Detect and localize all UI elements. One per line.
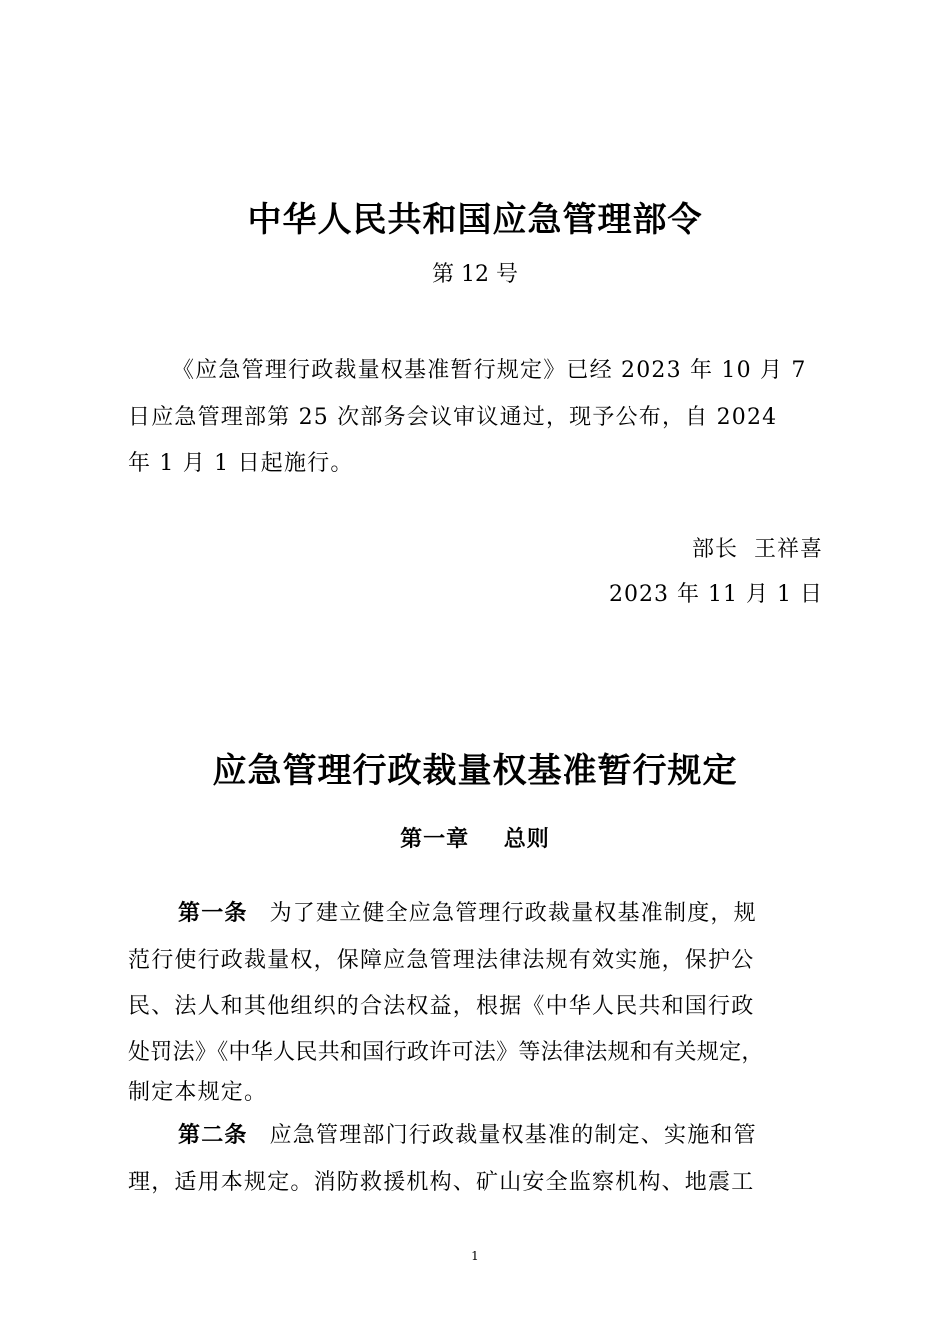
article-2-text: 应急管理部门行政裁量权基准的制定、实施和管 bbox=[269, 1123, 757, 1148]
article-1-line-4: 处罚法》《中华人民共和国行政许可法》等法律法规和有关规定， bbox=[128, 1040, 764, 1065]
regulation-title: 应急管理行政裁量权基准暂行规定 bbox=[212, 751, 738, 791]
order-paragraph-line-3: 年 1 月 1 日起施行。 bbox=[128, 451, 354, 476]
order-paragraph-line-2: 日应急管理部第 25 次部务会议审议通过，现予公布，自 2024 bbox=[128, 405, 778, 430]
article-1-text: 为了建立健全应急管理行政裁量权基准制度，规 bbox=[269, 901, 757, 926]
article-2-line-2: 理，适用本规定。消防救援机构、矿山安全监察机构、地震工 bbox=[128, 1170, 755, 1195]
article-1-first-line bbox=[178, 896, 757, 927]
article-2-first-line bbox=[178, 1118, 757, 1149]
order-date: 2023 年 11 月 1 日 bbox=[609, 582, 823, 607]
article-1-label: 第一条 bbox=[178, 901, 248, 926]
article-1-line-3: 民、法人和其他组织的合法权益，根据《中华人民共和国行政 bbox=[128, 994, 755, 1019]
page-number: 1 bbox=[471, 1249, 479, 1263]
order-number: 第 12 号 bbox=[432, 262, 518, 287]
article-1-line-2: 范行使行政裁量权，保障应急管理法律法规有效实施，保护公 bbox=[128, 948, 755, 973]
order-signature: 部长 王祥喜 bbox=[692, 537, 823, 562]
order-paragraph-line-1: 《应急管理行政裁量权基准暂行规定》已经 2023 年 10 月 7 bbox=[172, 358, 807, 383]
article-1-line-5: 制定本规定。 bbox=[128, 1080, 268, 1105]
chapter-heading: 第一章 总则 bbox=[400, 827, 550, 852]
order-title: 中华人民共和国应急管理部令 bbox=[247, 200, 703, 240]
article-2-label: 第二条 bbox=[178, 1123, 248, 1148]
